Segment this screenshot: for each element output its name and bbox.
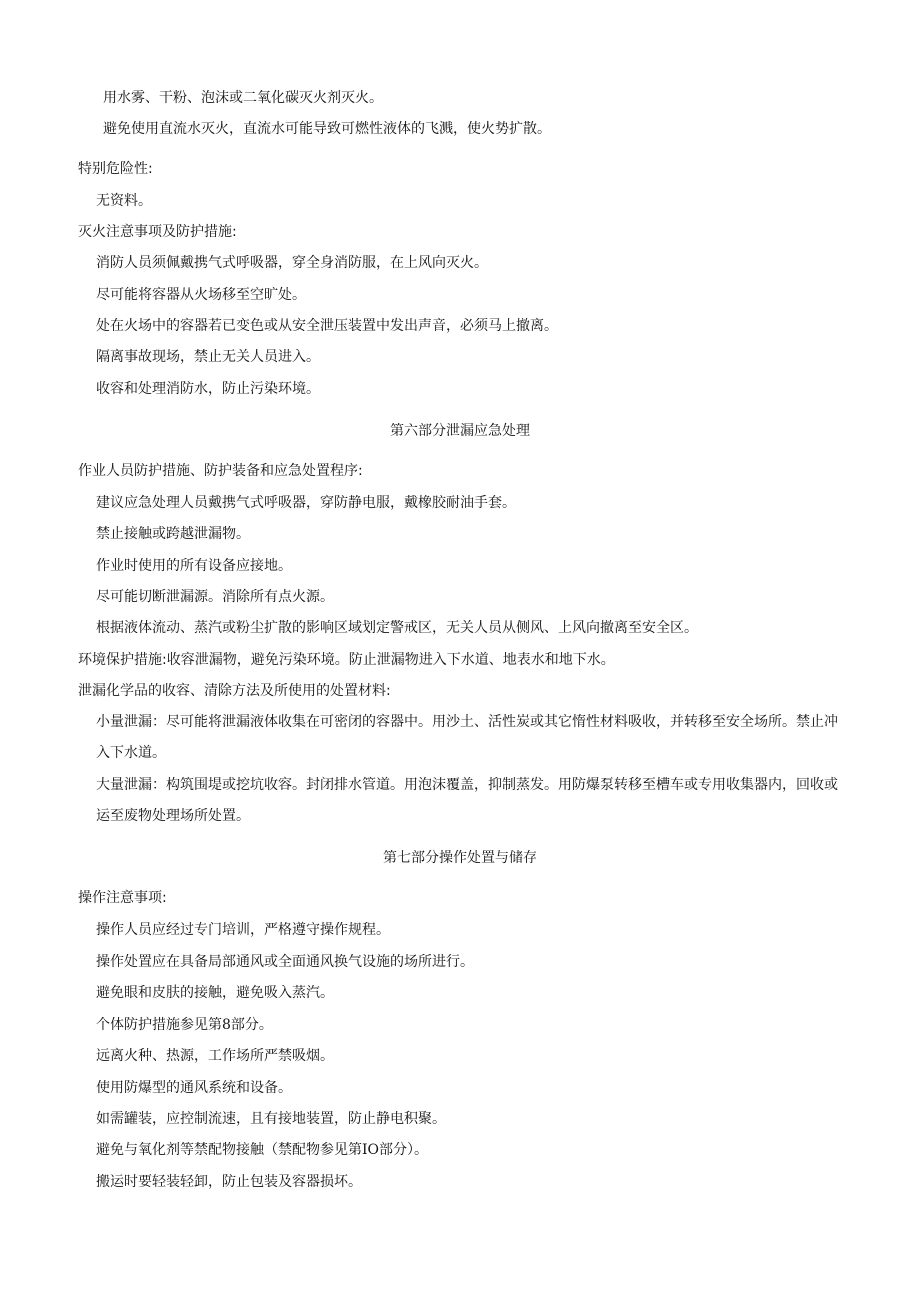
environment-protection-row: [78, 651, 615, 669]
special-hazard-label: 特别危险性:: [78, 161, 153, 177]
handling-item: 远离火种、热源，工作场所严禁吸烟。: [96, 1048, 334, 1064]
handling-item: 操作处置应在具备局部通风或全面通风换气设施的场所进行。: [96, 954, 474, 970]
handling-item: 个体防护措施参见第8部分。: [96, 1017, 273, 1033]
handling-item: 搬运时要轻装轻卸，防止包装及容器损坏。: [96, 1174, 362, 1190]
fire-precaution-item: 尽可能将容器从火场移至空旷处。: [96, 287, 306, 303]
personnel-protection-item: 根据液体流动、蒸汽或粉尘扩散的影响区域划定警戒区，无关人员从侧风、上风向撤离至安全区。: [96, 620, 698, 636]
section7-title: 第七部分操作处置与储存: [383, 850, 537, 866]
personnel-protection-item: 尽可能切断泄漏源。消除所有点火源。: [96, 589, 334, 605]
special-hazard-value: 无资料。: [96, 193, 152, 209]
fire-precaution-item: 隔离事故现场，禁止无关人员进入。: [96, 349, 320, 365]
personnel-protection-item: 建议应急处理人员戴携气式呼吸器，穿防静电服，戴橡胶耐油手套。: [96, 495, 516, 511]
personnel-protection-item: 作业时使用的所有设备应接地。: [96, 558, 292, 574]
spill-cleanup-label: 泄漏化学品的收容、清除方法及所使用的处置材料:: [78, 683, 391, 699]
fire-extinguish-line-2: 避免使用直流水灭火，直流水可能导致可燃性液体的飞溅，使火势扩散。: [103, 121, 551, 137]
large-spill-paragraph: 大量泄漏：构筑围堤或挖坑收容。封闭排水管道。用泡沫覆盖，抑制蒸发。用防爆泵转移至槽车或专用收集器内，回收或运至废物处理场所处置。: [96, 777, 838, 824]
environment-protection-value: 收容泄漏物，避免污染环境。防止泄漏物进入下水道、地表水和地下水。: [166, 652, 615, 668]
fire-precaution-item: 处在火场中的容器若已变色或从安全泄压装置中发出声音，必须马上撤离。: [96, 318, 558, 334]
fire-precaution-item: 收容和处理消防水，防止污染环境。: [96, 381, 320, 397]
handling-item: 如需罐装，应控制流速，且有接地装置，防止静电积聚。: [96, 1111, 446, 1127]
personnel-protection-label: 作业人员防护措施、防护装备和应急处置程序:: [78, 463, 363, 479]
personnel-protection-item: 禁止接触或跨越泄漏物。: [96, 526, 250, 542]
handling-item: 避免眼和皮肤的接触，避免吸入蒸汽。: [96, 985, 334, 1001]
fire-precautions-label: 灭火注意事项及防护措施:: [78, 224, 237, 240]
section6-title: 第六部分泄漏应急处理: [390, 423, 530, 439]
handling-item: 使用防爆型的通风系统和设备。: [96, 1080, 292, 1096]
handling-label: 操作注意事项:: [78, 890, 167, 906]
fire-extinguish-line-1: 用水雾、干粉、泡沫或二氧化碳灭火剂灭火。: [103, 90, 383, 106]
handling-item: 操作人员应经过专门培训，严格遵守操作规程。: [96, 922, 390, 938]
handling-item: 避免与氧化剂等禁配物接触（禁配物参见第IO部分）。: [96, 1142, 429, 1158]
fire-precaution-item: 消防人员须佩戴携气式呼吸器，穿全身消防服，在上风向灭火。: [96, 255, 488, 271]
environment-protection-label: 环境保护措施:: [78, 652, 167, 668]
small-spill-paragraph: 小量泄漏：尽可能将泄漏液体收集在可密闭的容器中。用沙土、活性炭或其它惰性材料吸收，并转移至安全场所。禁止冲入下水道。: [96, 714, 838, 761]
